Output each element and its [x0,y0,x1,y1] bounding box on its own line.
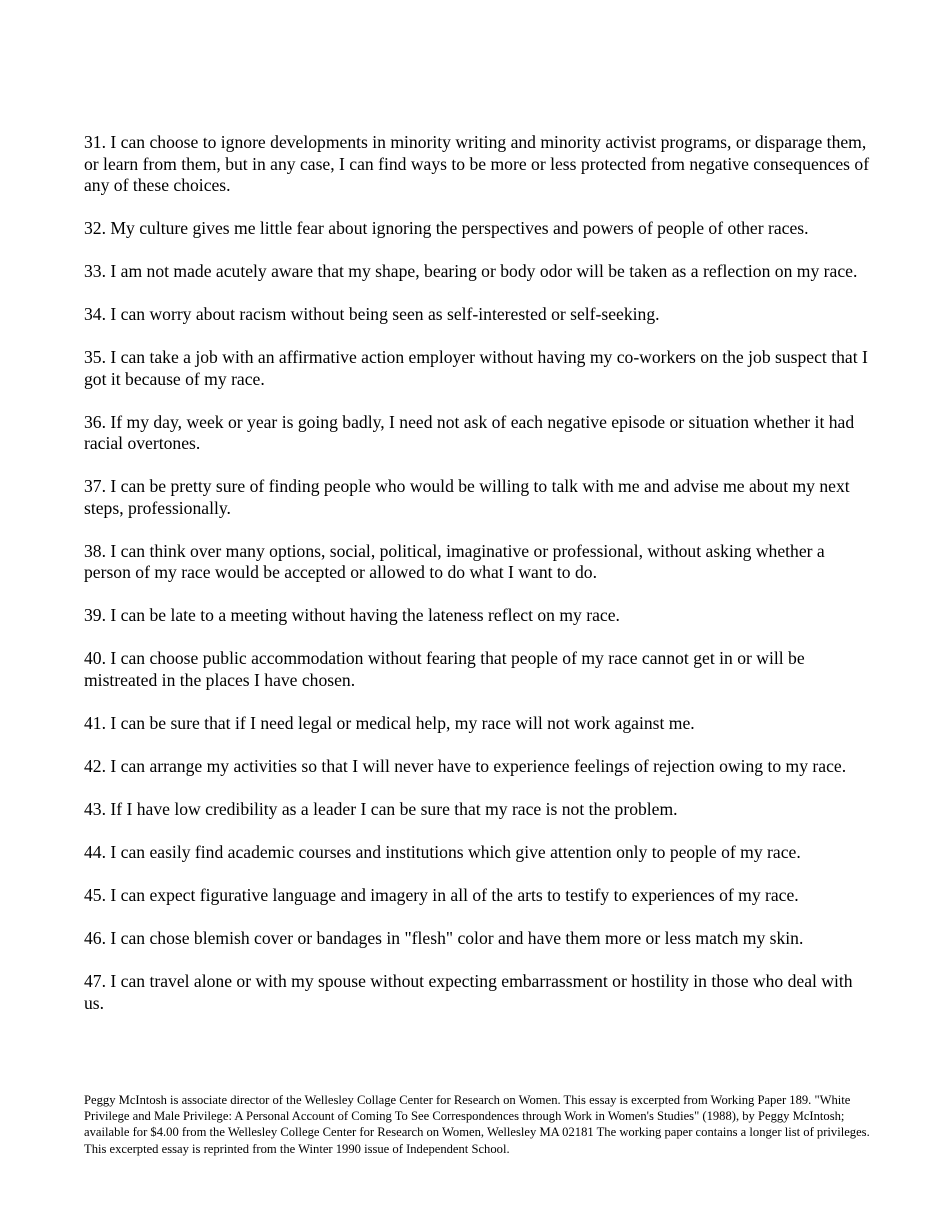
footnote: Peggy McIntosh is associate director of the Wellesley Collage Center for Research on Women. This essay is excerpted from Working Paper 189. "White Privilege and Male Privilege: A Personal Account of Coming To See Correspondences through Work in Women's Studies" (1988), by Peggy McIntosh; available for $4.00 from the Wellesley College Center for Research on Women, Wellesley MA 02181 The working paper contains a longer list of privileges. This excerpted essay is reprinted from the Winter 1990 issue of Independent School. [84,1093,870,1156]
list-item: 44. I can easily find academic courses and institutions which give attention only to people of my race. [84,841,801,862]
list-item: 41. I can be sure that if I need legal or medical help, my race will not work against me. [84,713,695,733]
list-item: 45. I can expect figurative language and imagery in all of the arts to testify to experiences of my race. [84,884,799,905]
list-item: 47. I can travel alone or with my spouse without expecting embarrassment or hostility in those who deal with us. [84,970,853,1013]
list-item: 40. I can choose public accommodation without fearing that people of my race cannot get in or will be mistreated in the places I have chosen. [84,648,805,691]
list-item: 38. I can think over many options, social, political, imaginative or professional, without asking whether a person of my race would be accepted or allowed to do what I want to do. [84,540,825,583]
list-item: 46. I can chose blemish cover or bandages in "flesh" color and have them more or less match my skin. [84,927,804,948]
list-item: 42. I can arrange my activities so that I will never have to experience feelings of rejection owing to my race. [84,755,847,776]
list-item: 36. If my day, week or year is going badly, I need not ask of each negative episode or situation whether it had racial overtones. [84,411,855,454]
list-item: 33. I am not made acutely aware that my shape, bearing or body odor will be taken as a reflection on my race. [84,261,858,282]
list-item: 34. I can worry about racism without being seen as self-interested or self-seeking. [84,304,660,325]
list-item: 35. I can take a job with an affirmative action employer without having my co-workers on the job suspect that I got it because of my race. [84,347,868,389]
document-body [84,132,874,1035]
list-item: 39. I can be late to a meeting without having the lateness reflect on my race. [84,605,620,626]
list-item: 31. I can choose to ignore developments in minority writing and minority activist programs, or disparage them, or learn from them, but in any case, I can find ways to be more or less protected from negative consequences of any of these choices. [84,132,870,196]
list-item: 43. If I have low credibility as a leader I can be sure that my race is not the problem. [84,798,678,819]
list-item: 37. I can be pretty sure of finding people who would be willing to talk with me and advise me about my next steps, professionally. [84,476,850,518]
list-item: 32. My culture gives me little fear about ignoring the perspectives and powers of people of other races. [84,218,809,239]
